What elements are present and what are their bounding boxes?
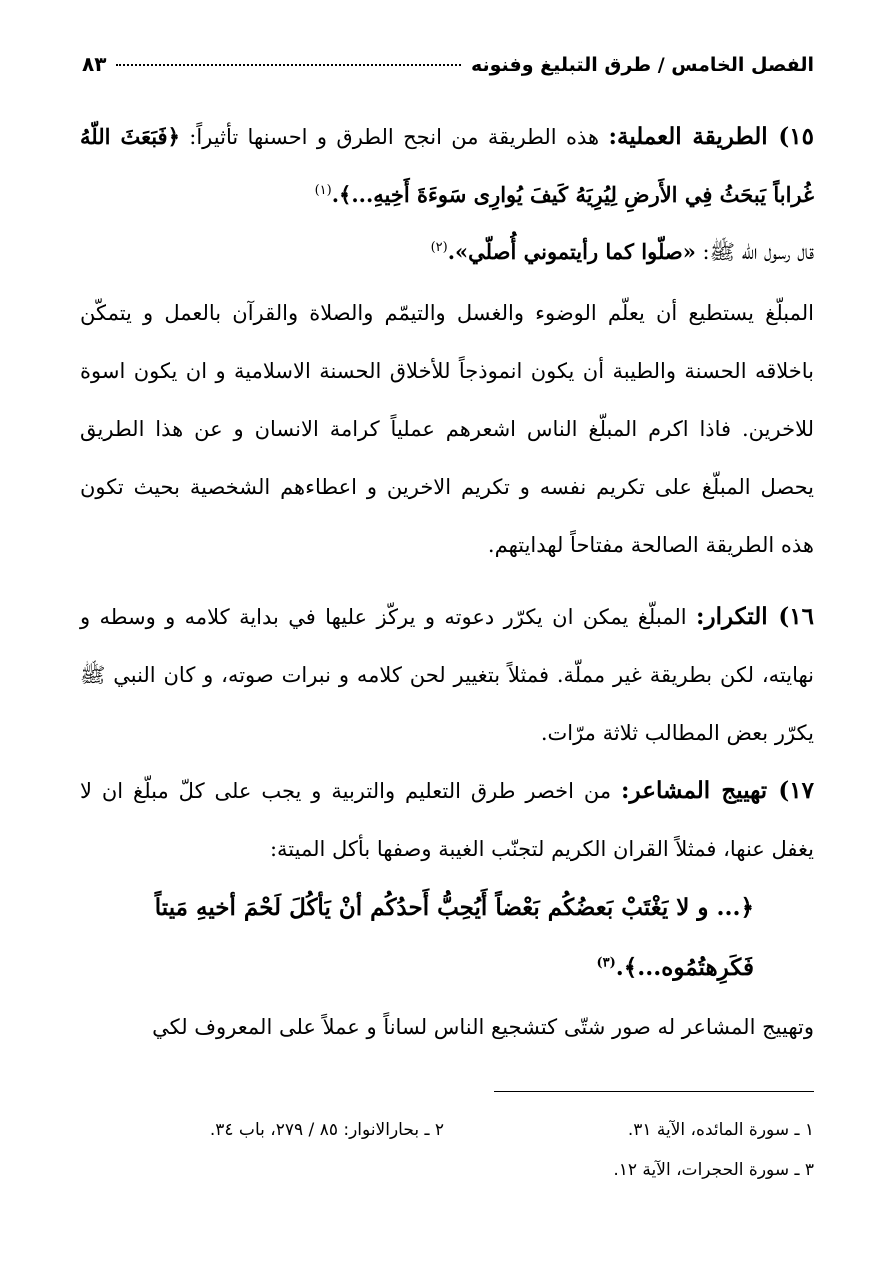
page-body xyxy=(80,108,814,1056)
section-17-quran-line-2 xyxy=(80,938,814,998)
hadith-line xyxy=(80,224,814,280)
quran-line-2-text: فَكَرِهتُمُوه...﴾. xyxy=(615,954,754,981)
footnotes xyxy=(79,1091,814,1180)
section-15-paragraph: المبلّغ يستطيع أن يعلّم الوضوء والغسل والتيمّم والصلاة والقرآن بالعمل و يتمكّن باخلاقه الحسنة والطيبة أن يكون انموذجاً للأخلاق الحسنة الاسلامية و ان يكون اسوة للاخرين. فاذا اكرم المبلّغ الناس اشعرهم عملياً كرامة الانسان و عن هذا الطريق يحصل المبلّغ على تكريم نفسه و تكريم الاخرين و اعطاءهم الشخصية بحيث تكون هذه الطريقة الصالحة مفتاحاً لهدايتهم. xyxy=(80,301,814,557)
footnote-3: ٣ ـ سورة الحجرات، الآية ١٢. xyxy=(613,1160,814,1180)
hadith-text: «صلّوا كما رأيتموني أُصلّي». xyxy=(447,239,696,264)
chapter-title: الفصل الخامس / طرق التبليغ وفنونه xyxy=(470,54,814,76)
section-16 xyxy=(80,588,814,762)
section-15-quran-quote: ﴿فَبَعَثَ اللّهُ غُراباً يَبحَثُ فِي الأَرضِ لِيُرِيَهُ كَيفَ يُوارِى سَوءَةَ أَخِيهِ...﴾. xyxy=(80,124,814,207)
section-15-heading: ١٥) الطريقة العملية: xyxy=(608,123,814,150)
footnote-marker-3: (٣) xyxy=(596,955,616,971)
hadith-intro: قال رسول الله ﷺ: xyxy=(702,240,814,264)
section-17-heading: ١٧) تهييج المشاعر: xyxy=(621,777,814,804)
section-17 xyxy=(80,762,814,878)
footnote-marker-1: (١) xyxy=(314,183,332,198)
section-17-quran-line-1: ﴿... و لا يَغْتَبْ بَعضُكُم بَعْضاً أَيُحِبُّ أَحدُكُم أنْ يَأكُلَ لَحْمَ أخيهِ مَيتاً xyxy=(154,894,754,921)
footnote-marker-2: (٢) xyxy=(430,240,448,255)
footnote-2: ٢ ـ بحارالانوار: ٨٥ / ٢٧٩، باب ٣٤. xyxy=(209,1120,444,1140)
leader-dots xyxy=(116,64,461,66)
running-header xyxy=(82,52,814,86)
section-17-closing: وتهييج المشاعر له صور شتّى كتشجيع الناس لساناً و عملاً على المعروف لكي xyxy=(152,1015,814,1039)
page-number: ٨٣ xyxy=(82,52,107,76)
footnote-1: ١ ـ سورة المائده، الآية ٣١. xyxy=(627,1120,814,1140)
footnote-list xyxy=(79,1092,814,1180)
section-17-text: من اخصر طرق التعليم والتربية و يجب على كلّ مبلّغ ان لا يغفل عنها، فمثلاً القران الكريم لتجنّب الغيبة وصفها بأكل الميتة: xyxy=(80,779,814,861)
section-15-opening xyxy=(80,108,814,224)
section-15-intro: هذه الطريقة من انجح الطرق و احسنها تأثيراً: xyxy=(189,125,600,149)
section-16-text: المبلّغ يمكن ان يكرّر دعوته و يركّز عليها في بداية كلامه و وسطه و نهايته، لكن بطريقة غير مملّة. فمثلاً بتغيير لحن كلامه و نبرات صوته، و كان النبي ﷺ يكرّر بعض المطالب ثلاثة مرّات. xyxy=(80,605,814,745)
section-16-heading: ١٦) التكرار: xyxy=(695,603,815,630)
